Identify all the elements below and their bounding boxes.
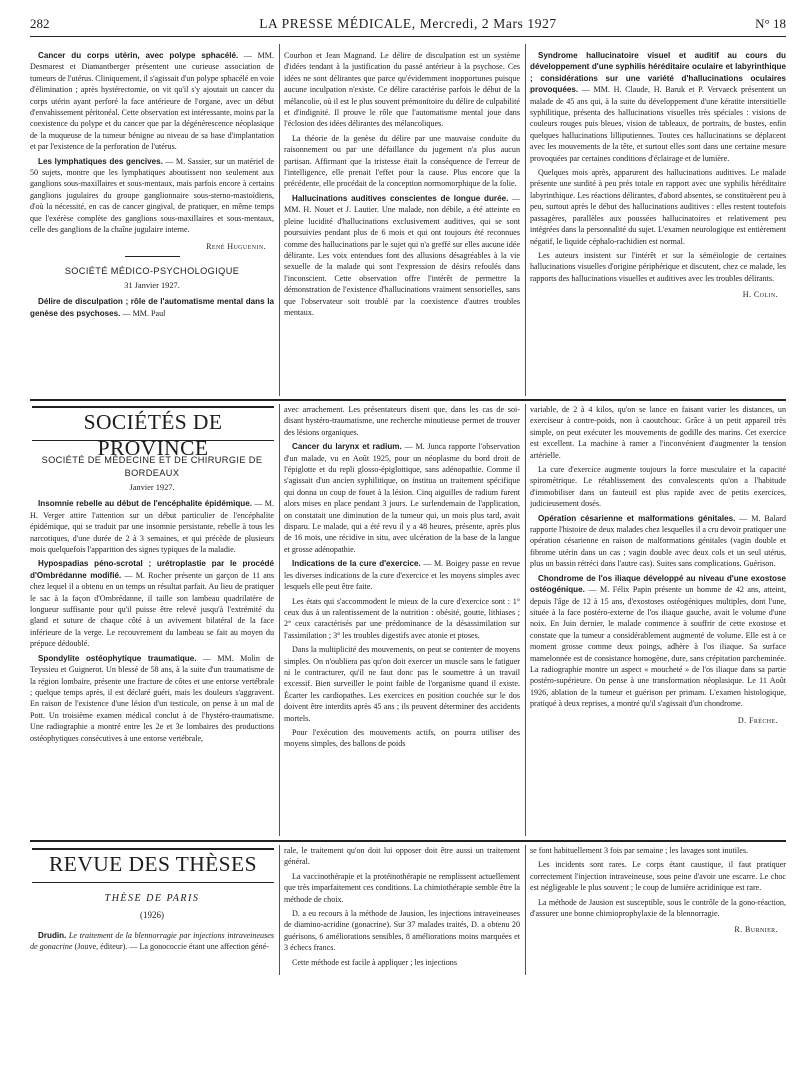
column-rule — [279, 845, 280, 975]
article-text: — MM. H. Claude, H. Baruk et P. Vervaeck présentent un malade de 45 ans qui, à la suite du développement d'une kératite interstitielle syphilitique, présenta des hallucinations visuelles très spéciales : visions de couleurs rouges puis bleues, vision de tableaux, de portraits, de bustes, enfin quelques hallucinations lilliputiennes. Toutes ces hallucinations se déplacent avec les mouvements de la tête, et surtout elles sont dans une certaine mesure provoquées par certaines conditions d'éclairage et de lumière. — [530, 85, 786, 163]
article-title: Indications de la cure d'exercice. — [292, 559, 421, 569]
middle-column-1 — [30, 446, 274, 836]
bottom-column-2 — [284, 845, 520, 980]
article-text: — M. Sassier, sur un matériel de 50 sujets, montre que les lymphatiques aboutissent non seulement aux ganglions sous-maxillaires et sous-mentaux, mais parfois encore à certains ganglions jugulaires du groupe ganglionnaire sous-sterno-mastoïdiens, d'où la nécessité, en cas de cancer gingival, de pratiquer, en même temps que l'exérèse complète des ganglions sous-maxillaires et sous-mentaux, celle des ganglions de la chaîne jugulaire interne. — [30, 156, 274, 235]
article-title: Hypospadias péno-scrotal ; urétroplastie par le procédé d'Ombrédanne modifié. — [30, 559, 274, 580]
middle-column-2 — [284, 404, 520, 836]
section-rule — [30, 840, 786, 842]
article-text: — MM. H. Nouet et J. Lautier. Une malade, non débile, a été atteinte en pleine lucidité d'hallucinations exclusivement auditives, qui se sont poursuivies pendant plus de 6 mois et qui ont toujours été reconnues comme des hallucinations par le sujet qui n'a greffé sur elles aucune idée délirante. Les voix entendues font des allusions désagréables à la vie sexuelle de la malade qui sont l'expression de désirs refoulés dans l'inconscient. Cette observation offre l'intérêt de permettre la démonstration de l'existence d'hallucinations vraiment sensorielles, sans que l'observateur soit troublé par la coexistence d'autres troubles mentaux. — [284, 193, 520, 317]
article-title: Syndrome hallucinatoire visuel et auditif au cours du développement d'une syphilis héréditaire oculaire et labyrinthique ; considérations sur une variété d'hallucinations oculaires provoquées. — [530, 51, 786, 95]
signature: H. Colin. — [742, 290, 778, 300]
signature: René Huguenin. — [206, 241, 266, 251]
article-text: avec arrachement. Les présentateurs disent que, dans les cas de soi-disant hystéro-traumatisme, une recherche minutieuse permet de trouver des lésions organiques. — [284, 405, 520, 437]
article-text: — M. Rocher présente un garçon de 11 ans chez lequel il a obtenu en un temps un résultat parfait. Au lieu de pratiquer le sac à la façon d'Ombrédanne, il taille son lambeau quadrilatère de longueur suffisante pour qu'il puisse être relevé jusqu'à l'extrémité du gland et suture de chaque côté à un avivement bilatéral de la face inférieure de la verge. Le recouvrement du lambeau se fait au moyen du prépuce dédoublé. — [30, 570, 274, 649]
article-text: — MM. Paul — [122, 308, 166, 318]
article-title: Insomnie rebelle au début de l'encéphalite épidémique. — [38, 499, 252, 509]
article-text: — M. H. Verger attire l'attention sur un début particulier de l'encéphalite épidémique, qui se traduit par une insomnie persistante, rebelle à tous les narcotiques, d'une durée de 2 à 3 semaines, et qui précède de plusieurs mois quelquefois l'apparition des signes typiques de la maladie. — [30, 499, 274, 555]
article-title: Les lymphatiques des gencives. — [38, 156, 163, 166]
signature: D. Frèche. — [737, 715, 778, 725]
article-title: Cancer du corps utérin, avec polype sphacélé. — [38, 51, 239, 60]
article-text: La théorie de la genèse du délire par une mauvaise conduite du raisonnement ou par une défaillance du jugement n'a plus aucun partisan. Affirmant que la tristesse était la conséquence de l'erreur de l'intelligence, elle prenait l'effet pour la cause. Plus encore que la précédente, elle procédait de la conception normomorphique de la folie. — [284, 133, 520, 189]
article-text: rale, le traitement qu'on doit lui opposer doit être aussi un traitement général. — [284, 846, 520, 867]
article-title: Délire de disculpation ; rôle de l'automatisme mental dans la genèse des psychoses. — [30, 297, 274, 318]
these-heading: THÈSE DE PARIS — [104, 893, 200, 904]
bottom-column-1 — [30, 884, 274, 984]
signature: R. Burnier. — [734, 925, 778, 935]
article-text: Les auteurs insistent sur l'intérêt et sur la séméiologie de certaines hallucinations visuelles d'origine périphérique et discutent, chez ce malade, les rapports des hallucinations visuelles et auditives avec les troubles délirants. — [530, 250, 786, 283]
article-text: (Jouve, éditeur). — La gonococcie étant une affection géné- — [74, 942, 269, 952]
column-rule — [279, 404, 280, 836]
article-text: Quelques mois après, apparurent des hallucinations auditives. Le malade présente une surdité à peu près totale en rapport avec une syphilis héréditaire labyrinthique. Les réactions délirantes, d'abord absentes, se constituèrent peu à peu, surtout après le début des hallucinations auditives : elles restent toutefois passagères, parallèles aux poussées hallucinatoires et relativement peu intégrées dans la personnalité du sujet. L'examen neurologique est entièrement négatif, le liquide céphalo-rachidien est normal. — [530, 168, 786, 246]
column-rule — [525, 44, 526, 396]
society-heading: SOCIÉTÉ DE MÉDECINE ET DE CHIRURGIE DE BORDEAUX — [41, 455, 263, 478]
society-heading: SOCIÉTÉ MÉDICO-PSYCHOLOGIQUE — [64, 265, 240, 276]
column-rule — [279, 44, 280, 396]
issue-number: N° 18 — [755, 16, 786, 31]
article-title: Spondylite ostéophytique traumatique. — [38, 653, 197, 663]
article-text: se font habituellement 3 fois par semaine ; les lavages sont inutiles. — [530, 846, 749, 855]
author-name: Drudin. — [38, 930, 67, 940]
these-title: Le traitement de la blennorragie par injections intraveineuses de gonacrine — [30, 930, 274, 952]
article-title: Cancer du larynx et radium. — [292, 442, 402, 452]
middle-column-3 — [530, 404, 786, 836]
header-rule — [30, 36, 786, 37]
bottom-column-3 — [530, 845, 786, 980]
article-text: — MM. Molin de Teyssieu et Guignerot. Un blessé de 58 ans, à la suite d'un traumatisme de la région lombaire, présente une fracture de côtes et une entorse vertébrale ; quelque temps après, il est déclaré guéri, mais les douleurs s'aggravent. En raison de l'existence d'une lésion d'un testicule, on pense à un mal de Pott. Un troisième examen médical conclut à de l'hystéro-traumatisme. Une radiographie a montré entre les 2e et 3e lombaires des productions ostéophytiques consécutives à une entorse vertébrale, — [30, 653, 274, 743]
article-text: La vaccinothérapie et la protéinothérapie ne remplissent actuellement que très imparfaitement ces conditions. La chimiothérapie semble être la méthode de choix. — [284, 871, 520, 904]
article-title: Hallucinations auditives conscientes de longue durée. — [292, 193, 509, 203]
article-text: Les états qui s'accommodent le mieux de la cure d'exercice sont : 1° ceux dus à un ralentissement de la nutrition : obésité, goutte, lithiases ; 2° ceux caractérisés par une prédominance de la désassimilation sur l'assimilation ; 3° les troubles digestifs avec atonie et ptoses. — [284, 596, 520, 640]
section-title: REVUE DES THÈSES — [49, 852, 257, 876]
top-column-1 — [30, 50, 274, 395]
session-date: Janvier 1927. — [129, 483, 175, 492]
article-text: — M. Boigey passe en revue les diverses indications de la cure d'exercice et les moyens simples avec lesquels elle peut être faite. — [284, 559, 520, 592]
divider — [125, 256, 180, 257]
article-text: Les incidents sont rares. Le corps étant caustique, il faut pratiquer correctement l'injection intraveineuse, sous peine d'avoir une escarre. Le choc est négligeable le plus souvent ; le coup de lumière acridinique est rare. — [530, 860, 786, 893]
article-text: Courbon et Jean Magnand. Le délire de disculpation est un système d'idées tendant à la justification du passé antérieur à la psychose. Ces idées ne sont délirantes que parce qu'évidemment inopportunes puisque aucune inculpation n'existe. Ce délire caractérise parfois le début de la mélancolie, où il est le plus souvent prémonitoire du délire de culpabilité et d'indignité. Il prouve le rôle que l'automatisme mental joue dans l'éclosion des idées délirantes des mélancoliques. — [284, 51, 520, 129]
article-text: — M. Junca rapporte l'observation d'un malade, vu en Août 1925, pour un néoplasme du bord droit de l'épiglotte et du repli glosso-épiglottique, sans adénopathie. Comme il s'agissait d'un ancien syphilitique, on institua un traitement spécifique qui donna un coup de fouet à la lésion. Cinq aiguilles de radium furent alors mises en place pendant 3 jours. Le surlendemain de l'application, on constatait une diminution de la tumeur qui, un mois plus tard, avait disparu. Le malade, qui a été revu il y a 48 heures, présente, après plus de 16 mois, une récidive in situ, avec ulcération de la base de la langue et grosse adénopathie. — [284, 442, 520, 554]
column-rule — [525, 845, 526, 975]
section-rule — [30, 399, 786, 401]
article-title: Chondrome de l'os iliaque développé au niveau d'une exostose ostéogénique. — [530, 573, 786, 595]
article-text: D. a eu recours à la méthode de Jausion, les injections intraveineuses de diamino-acridine (gonacrine). Sur 37 malades traités, D. a obtenu 20 guérisons, 6 améliorations sensibles, 8 améliorations moins marquées et 3 échecs francs. — [284, 909, 520, 953]
column-rule — [525, 404, 526, 836]
these-year: (1926) — [140, 910, 164, 921]
article-text: La cure d'exercice augmente toujours la force musculaire et la capacité spirométrique. Le rétablissement des convalescents qu'on a l'habitude d'immobiliser dans un fauteuil est plus rapide avec de petits exercices, judicieusement dosés. — [530, 465, 786, 509]
page-number: 282 — [30, 16, 50, 31]
article-text: — M. Félix Papin présente un homme de 42 ans, atteint, depuis l'âge de 12 à 15 ans, d'exostoses ostéogéniques multiples, dont l'une, située à la face postéro-externe de l'os iliaque gauche, avait le volume d'une noix. En Juin dernier, le malade commence à souffrir de cette exostose et constate que la tumeur a considérablement augmenté de volume. Elle est à ce moment grosse comme deux poings, adhère à l'os iliaque. Sa surface mamelonnée est de consistance homogène, dure, sans crépitation parcheminée. La radiographie montre un aspect « moucheté » de l'os iliaque dans sa partie postéro-supérieure. On pense à une transformation néoplasique. Le 11 Août 1926, ablation de la tumeur et guérison per primam. L'examen histologique, pratiqué à deux reprises, a montré qu'il s'agissait d'un chondrome. — [530, 585, 786, 709]
section-title: SOCIÉTÉS DE PROVINCE — [83, 410, 223, 460]
article-title: Opération césarienne et malformations génitales. — [538, 513, 736, 523]
article-text: — M. Balard rapporte l'histoire de deux malades chez lesquelles il a cru devoir pratiquer une opération césarienne en raison de malformations génitales (vagin double et fibrome utérin dans un cas ; vagin double avec deux cols et un seul utérus, plus un bassin rétréci dans l'autre cas). Suites sans complications. Guérison. — [530, 513, 786, 569]
article-text: Dans la multiplicité des mouvements, on peut se contenter de moyens simples. On n'oubliera pas qu'on doit exercer un muscle sans le fatiguer ni le contracturer, qu'il ne faut donc pas le soumettre à un travail excessif. Bien surveiller le point faible de l'organisme quand il existe. Écarter les cardiopathes. Les exercices en position couchée sur le dos doivent être interdits après 45 ans ; ils peuvent déterminer des accidents mortels. — [284, 645, 520, 723]
top-column-2 — [284, 50, 520, 395]
page-header — [30, 12, 786, 34]
journal-title: LA PRESSE MÉDICALE, Mercredi, 2 Mars 1927 — [259, 16, 557, 31]
article-text: — MM. Desmarest et Diamantberger présentent une curieuse association de tumeurs de l'utérus. Cliniquement, il s'agissait d'un polype sphacélé en voie d'élimination ; après hystérectomie, on vit qu'il s'y ajoutait un cancer du corps utérin ayant perforé la face antérieure de l'organe, avec un début d'envahissement péritonéal. Cette observation est intéressante, moins par la coexistence du polype et du cancer que par la dégénérescence néoplasique de la muqueuse de la tumeur bénigne au niveau de sa base d'implantation et par l'existence de la perforation de l'utérus. — [30, 51, 274, 152]
top-column-3 — [530, 50, 786, 395]
article-text: La méthode de Jausion est susceptible, sous le contrôle de la gono-réaction, d'assurer une bonne chimioprophylaxie de la blennorragie. — [530, 897, 786, 919]
article-text: variable, de 2 à 4 kilos, qu'on se lance en faisant varier les distances, un exerciseur à contre-poids, non à caoutchouc. Grâce à un petit appareil très simple, on peut exécuter les mouvements de godille des marins. Cet exercice est excellent. La machine à ramer a l'inconvénient d'augmenter la tension artérielle. — [530, 405, 786, 460]
article-text: Pour l'exécution des mouvements actifs, on pourra utiliser des moyens simples, des ballons de poids — [284, 727, 520, 749]
session-date: 31 Janvier 1927. — [124, 280, 180, 290]
article-text: Cette méthode est facile à appliquer ; les injections — [292, 957, 457, 967]
